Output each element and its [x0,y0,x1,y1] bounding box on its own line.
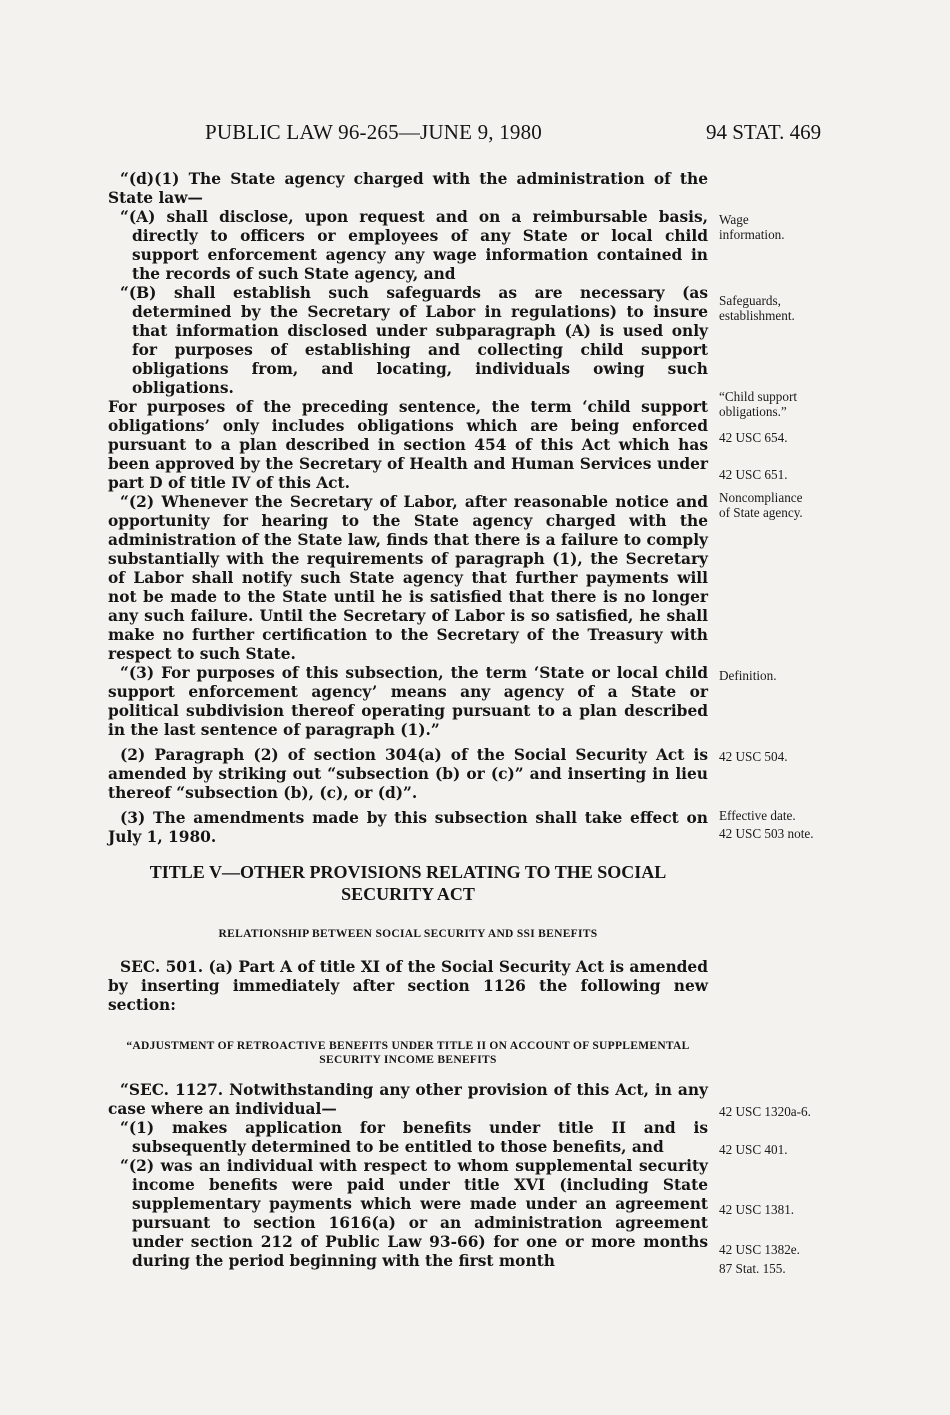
section-1127-item-1: “(1) makes application for benefits under title II and is subsequently determined to be entitled to those benefits, and [120,1119,708,1156]
side-note-usc-503: 42 USC 503 note. [719,826,814,841]
side-note-usc-651: 42 USC 651. [719,467,788,482]
side-note-definition: Definition. [719,668,777,683]
side-note-usc-504: 42 USC 504. [719,749,788,764]
body-text [108,170,708,1271]
paragraph-amend-2: (2) Paragraph (2) of section 304(a) of the Social Security Act is amended by striking out “subsection (b) or (c)” and inserting in lieu thereof “subsection (b), (c), or (d)”. [108,746,708,802]
side-note-usc-1320a-6: 42 USC 1320a-6. [719,1104,811,1119]
paragraph-d2: “(2) Whenever the Secretary of Labor, after reasonable notice and opportunity for hearing to the State agency charged with the administration of the State law, finds that there is a failure to comply substantially with the requirements of paragraph (1), the Secretary of Labor shall notify such State agency that further payments will not be made to the State until he is satisfied that there is no longer any such failure. Until the Secretary of Labor is so satisfied, he shall make no further certification to the Secretary of the Treasury with respect to such State. [108,493,708,663]
side-note-usc-1382e: 42 USC 1382e. [719,1242,800,1257]
paragraph-d1-a: “(A) shall disclose, upon request and on a reimbursable basis, directly to officers or employees of any State or local child support enforcement agency any wage information contained in the records of such State agency, and [120,208,708,283]
paragraph-d3: “(3) For purposes of this subsection, the term ‘State or local child support enforcement agency’ means any agency of a State or political subdivision thereof operating pursuant to a plan described in the last sentence of paragraph (1).” [108,664,708,739]
page-header-title: PUBLIC LAW 96-265—JUNE 9, 1980 [205,120,543,144]
section-1127-item-2: “(2) was an individual with respect to whom supplemental security income benefits were paid under title XVI (including State supplementary payments which were made under an agreement pursuant to section 1616(a) or an administration agreement under section 212 of Public Law 93-66) for one or more months during the period beginning with the first month [120,1157,708,1270]
section-heading: RELATIONSHIP BETWEEN SOCIAL SECURITY AND SSI BENEFITS [218,928,598,940]
section-1127: “SEC. 1127. Notwithstanding any other provision of this Act, in any case where an individual— [108,1081,708,1118]
paragraph-d1-b: “(B) shall establish such safeguards as are necessary (as determined by the Secretary of Labor in regulations) to insure that information disclosed under subparagraph (A) is used only for purposes of establishing and collecting child support obligations from, and locating, individuals owing such obligations. [120,284,708,397]
side-note-wage: Wage information. [719,212,785,242]
side-note-usc-654: 42 USC 654. [719,430,788,445]
paragraph-definition-sentence: For purposes of the preceding sentence, the term ‘child support obligations’ only includes obligations which are being enforced pursuant to a plan described in section 454 of this Act which has been approved by the Secretary of Health and Human Services under part D of title IV of this Act. [108,398,708,492]
title-v-heading: TITLE V—OTHER PROVISIONS RELATING TO THE SOCIAL SECURITY ACT [149,862,667,904]
side-note-child-support: “Child support obligations.” [719,389,798,419]
side-note-safeguards: Safeguards, establishment. [719,293,795,323]
side-note-stat-155: 87 Stat. 155. [719,1261,786,1276]
side-note-usc-1381: 42 USC 1381. [719,1202,795,1217]
page-header-stat: 94 STAT. 469 [706,120,822,144]
side-note-noncompliance: Noncompliance of State agency. [719,490,803,520]
side-note-usc-401: 42 USC 401. [719,1142,788,1157]
section-501: SEC. 501. (a) Part A of title XI of the Social Security Act is amended by inserting immediately after section 1126 the following new section: [108,958,708,1014]
paragraph-d1: “(d)(1) The State agency charged with the administration of the State law— [108,170,708,207]
adjustment-heading: “ADJUSTMENT OF RETROACTIVE BENEFITS UNDER TITLE II ON ACCOUNT OF SUPPLEMENTAL SECURITY INCOME BENEFITS [126,1040,690,1066]
paragraph-amend-3: (3) The amendments made by this subsection shall take effect on July 1, 1980. [108,809,708,846]
side-note-effective-date: Effective date. [719,808,796,823]
